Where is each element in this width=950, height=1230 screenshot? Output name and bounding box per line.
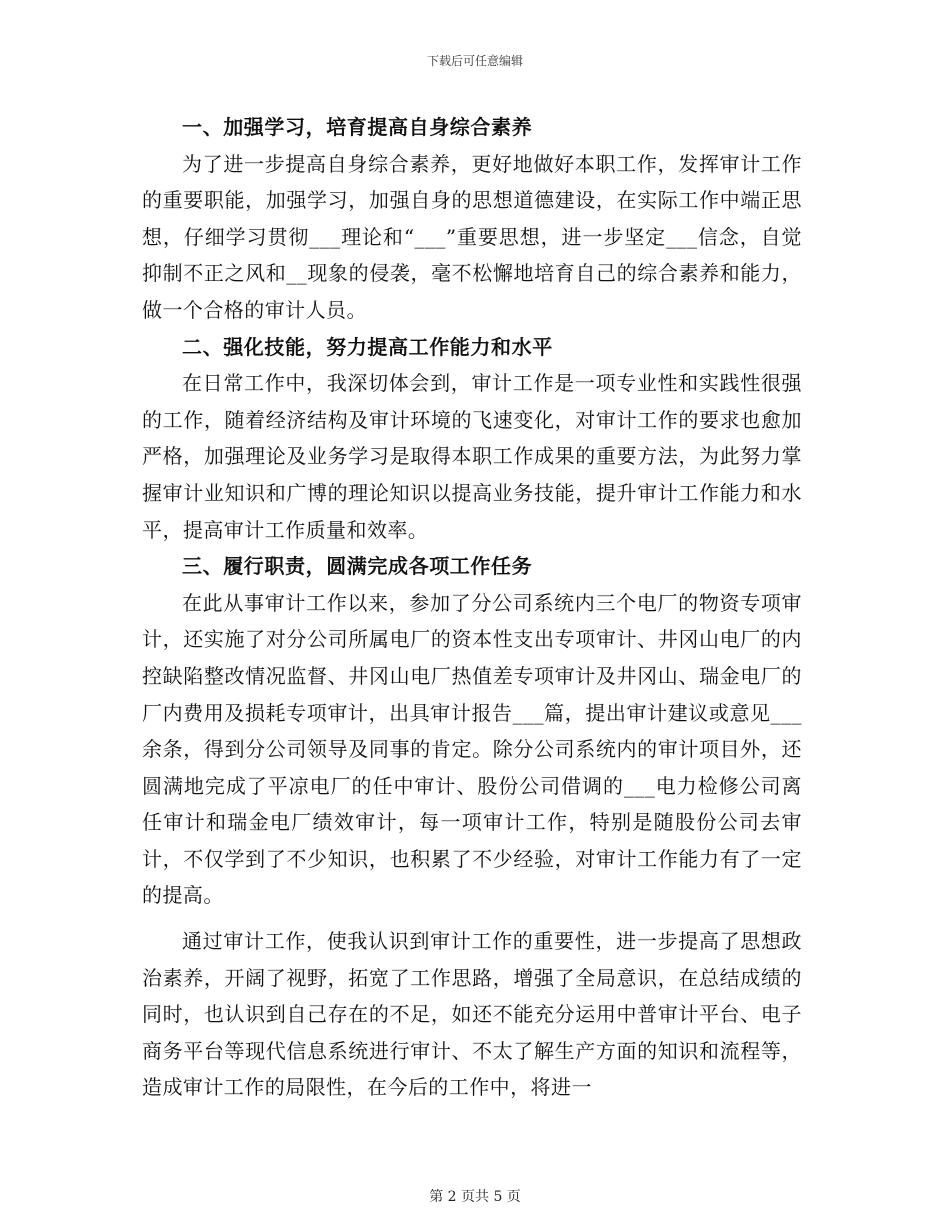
section-3-paragraph-2: 通过审计工作，使我认识到审计工作的重要性，进一步提高了思想政治素养，开阔了视野，拓宽了工作思路，增强了全局意识，在总结成绩的同时，也认识到自己存在的不足，如还不能充分运用中普审计平台、电子商务平台等现代信息系统进行审计、不太了解生产方面的知识和流程等，造成审计工作的局限性，在今后的工作中，将进一	[142, 929, 802, 1100]
document-body	[142, 109, 802, 1106]
paragraph-spacer	[142, 914, 802, 923]
section-heading-1: 一、加强学习，培育提高自身综合素养	[182, 115, 533, 139]
page-footer: 第 2 页共 5 页	[429, 1189, 521, 1205]
section-3-paragraph-1: 在此从事审计工作以来，参加了分公司系统内三个电厂的物资专项审计，还实施了对分公司所属电厂的资本性支出专项审计、井冈山电厂的内控缺陷整改情况监督、井冈山电厂热值差专项审计及井冈山、瑞金电厂的厂内费用及损耗专项审计，出具审计报告___篇，提出审计建议或意见___余条，得到分公司领导及同事的肯定。除分公司系统内的审计项目外，还圆满地完成了平凉电厂的任中审计、股份公司借调的___电力检修公司离任审计和瑞金电厂绩效审计，每一项审计工作，特别是随股份公司去审计，不仅学到了不少知识，也积累了不少经验，对审计工作能力有了一定的提高。	[142, 590, 802, 908]
page-header: 下载后可任意编辑	[426, 54, 523, 68]
section-1-paragraph-1: 为了进一步提高自身综合素养，更好地做好本职工作，发挥审计工作的重要职能，加强学习，加强自身的思想道德建设，在实际工作中端正思想，仔细学习贯彻___理论和“___”重要思想，进一步坚定___信念，自觉抑制不正之风和__现象的侵袭，毫不松懈地培育自己的综合素养和能力，做一个合格的审计人员。	[142, 151, 802, 322]
section-heading-2: 二、强化技能，努力提高工作能力和水平	[182, 334, 553, 359]
section-2-paragraph-1: 在日常工作中，我深切体会到，审计工作是一项专业性和实践性很强的工作，随着经济结构及审计环境的飞速变化，对审计工作的要求也愈加严格，加强理论及业务学习是取得本职工作成果的重要方法，为此努力掌握审计业知识和广博的理论知识以提高业务技能，提升审计工作能力和水平，提高审计工作质量和效率。	[142, 371, 802, 542]
section-heading-3: 三、履行职责，圆满完成各项工作任务	[182, 554, 533, 579]
